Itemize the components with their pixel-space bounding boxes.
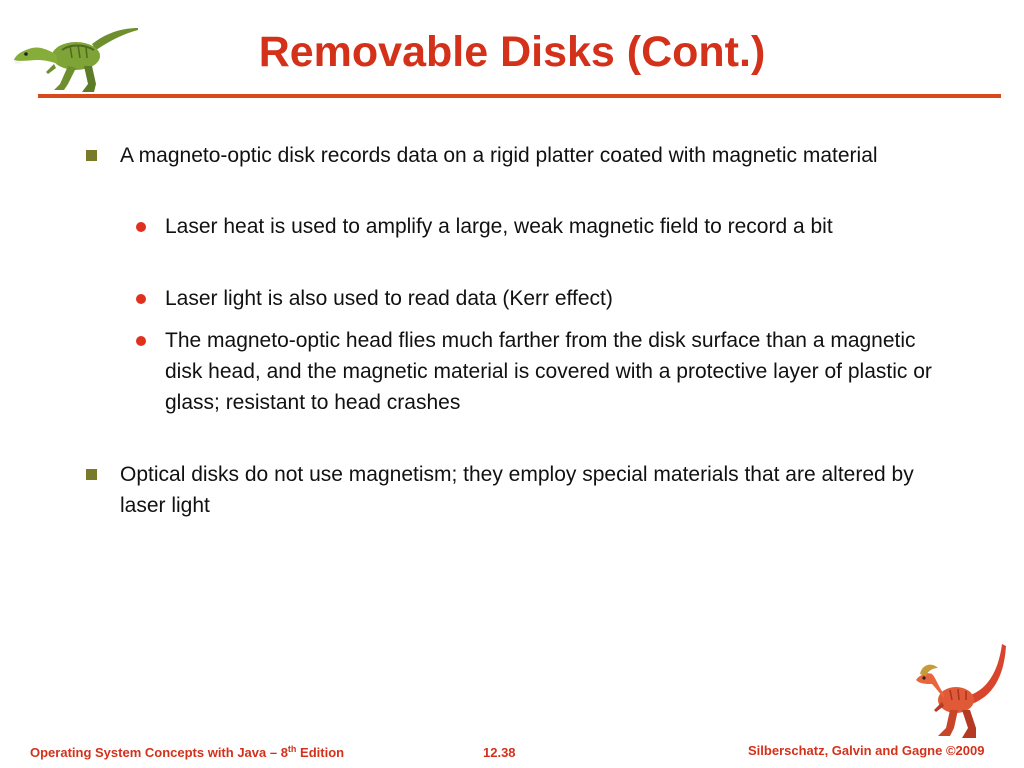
red-dinosaur-icon <box>906 638 1010 742</box>
bullet-item: Optical disks do not use magnetism; they employ special materials that are altered by laser light <box>120 463 914 517</box>
footer-book-prefix: Operating System Concepts with Java – 8 <box>30 745 288 760</box>
footer-copyright: Silberschatz, Galvin and Gagne ©2009 <box>748 743 985 758</box>
bullet-item: A magneto-optic disk records data on a rigid platter coated with magnetic material <box>120 144 878 167</box>
sub-bullet-item: Laser light is also used to read data (Kerr effect) <box>165 287 613 310</box>
slide-title: Removable Disks (Cont.) <box>258 28 766 76</box>
square-bullet-icon <box>86 150 97 161</box>
dot-bullet-icon <box>136 222 146 232</box>
footer-book-title <box>30 745 344 760</box>
sub-bullet-item: The magneto-optic head flies much farther from the disk surface than a magnetic disk head, and the magnetic material is covered with a protective layer of plastic or glass; resistant to head crashes <box>165 329 932 414</box>
dot-bullet-icon <box>136 294 146 304</box>
sub-bullet-item: Laser heat is used to amplify a large, weak magnetic field to record a bit <box>165 215 833 238</box>
page-number: 12.38 <box>483 745 516 760</box>
footer-book-suffix: Edition <box>296 745 345 760</box>
footer-book-sup: th <box>287 744 297 754</box>
square-bullet-icon <box>86 469 97 480</box>
dot-bullet-icon <box>136 336 146 346</box>
